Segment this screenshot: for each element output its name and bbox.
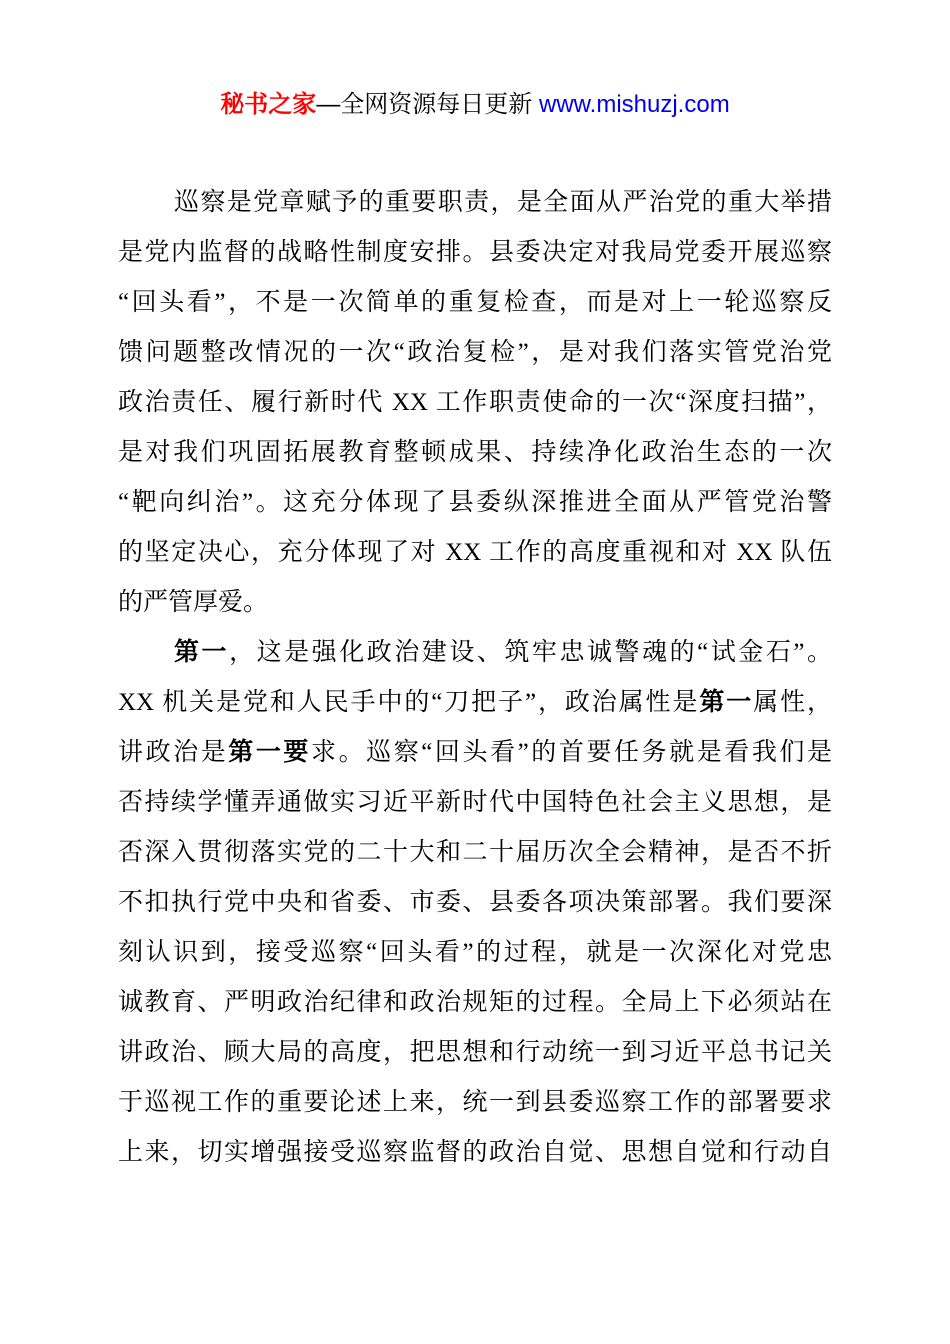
text-segment: 巡察是党章赋予的重要职责，是全面从严治党的重大举措 bbox=[174, 189, 832, 216]
text-segment: ，这是强化政治建设、筑牢忠诚警魂的“试金石”。 bbox=[229, 639, 832, 666]
text-segment: 否持续学懂弄通做实习近平新时代中国特色社会主义思想，是 bbox=[118, 789, 832, 816]
text-segment: 属性， bbox=[753, 689, 832, 716]
text-segment: 讲政治是 bbox=[118, 739, 229, 766]
bold-text-segment: 第一 bbox=[174, 639, 230, 666]
text-line bbox=[118, 278, 832, 328]
text-line bbox=[118, 828, 832, 878]
text-segment: “靶向纠治”。这充分体现了县委纵深推进全面从严管党治警 bbox=[118, 489, 832, 516]
text-line bbox=[118, 1128, 832, 1178]
text-line bbox=[118, 528, 832, 578]
text-line bbox=[118, 578, 832, 628]
text-segment: XX 机关是党和人民手中的“刀把子”，政治属性是 bbox=[118, 689, 700, 716]
text-segment: 不扣执行党中央和省委、市委、县委各项决策部署。我们要深 bbox=[118, 889, 832, 916]
text-line bbox=[118, 778, 832, 828]
text-segment: 求。巡察“回头看”的首要任务就是看我们是 bbox=[311, 739, 832, 766]
header-space bbox=[532, 91, 539, 118]
text-segment: 诚教育、严明政治纪律和政治规矩的过程。全局上下必须站在 bbox=[118, 989, 832, 1016]
text-segment: 政治责任、履行新时代 XX 工作职责使命的一次“深度扫描”， bbox=[118, 389, 832, 416]
text-segment: 讲政治、顾大局的高度，把思想和行动统一到习近平总书记关 bbox=[118, 1039, 832, 1066]
text-segment: 馈问题整改情况的一次“政治复检”，是对我们落实管党治党 bbox=[118, 339, 832, 366]
text-line bbox=[118, 328, 832, 378]
text-segment: 是党内监督的战略性制度安排。县委决定对我局党委开展巡察 bbox=[118, 239, 832, 266]
text-line bbox=[118, 378, 832, 428]
text-line bbox=[118, 678, 832, 728]
text-line bbox=[118, 928, 832, 978]
header-separator: — bbox=[316, 91, 341, 118]
text-segment: 是对我们巩固拓展教育整顿成果、持续净化政治生态的一次 bbox=[118, 439, 832, 466]
site-url-link[interactable]: www.mishuzj.com bbox=[538, 91, 730, 118]
text-line bbox=[118, 428, 832, 478]
text-segment: “回头看”，不是一次简单的重复检查，而是对上一轮巡察反 bbox=[118, 289, 832, 316]
text-line bbox=[118, 1028, 832, 1078]
text-line bbox=[118, 728, 832, 778]
text-line bbox=[118, 628, 832, 678]
text-line bbox=[118, 228, 832, 278]
bold-text-segment: 第一要 bbox=[228, 739, 311, 766]
text-line bbox=[118, 178, 832, 228]
text-line bbox=[118, 1078, 832, 1128]
text-line bbox=[118, 478, 832, 528]
text-line bbox=[118, 978, 832, 1028]
text-segment: 的坚定决心，充分体现了对 XX 工作的高度重视和对 XX 队伍 bbox=[118, 539, 832, 566]
text-segment: 否深入贯彻落实党的二十大和二十届历次全会精神，是否不折 bbox=[118, 839, 832, 866]
text-segment: 刻认识到，接受巡察“回头看”的过程，就是一次深化对党忠 bbox=[118, 939, 832, 966]
document-body bbox=[118, 178, 832, 1178]
text-line bbox=[118, 878, 832, 928]
page-header bbox=[0, 90, 950, 120]
header-tagline: 全网资源每日更新 bbox=[340, 91, 533, 118]
text-segment: 的严管厚爱。 bbox=[118, 589, 269, 616]
text-segment: 于巡视工作的重要论述上来，统一到县委巡察工作的部署要求 bbox=[118, 1089, 832, 1116]
text-segment: 上来，切实增强接受巡察监督的政治自觉、思想自觉和行动自 bbox=[118, 1139, 832, 1166]
bold-text-segment: 第一 bbox=[699, 689, 754, 716]
site-brand: 秘书之家 bbox=[220, 91, 317, 118]
